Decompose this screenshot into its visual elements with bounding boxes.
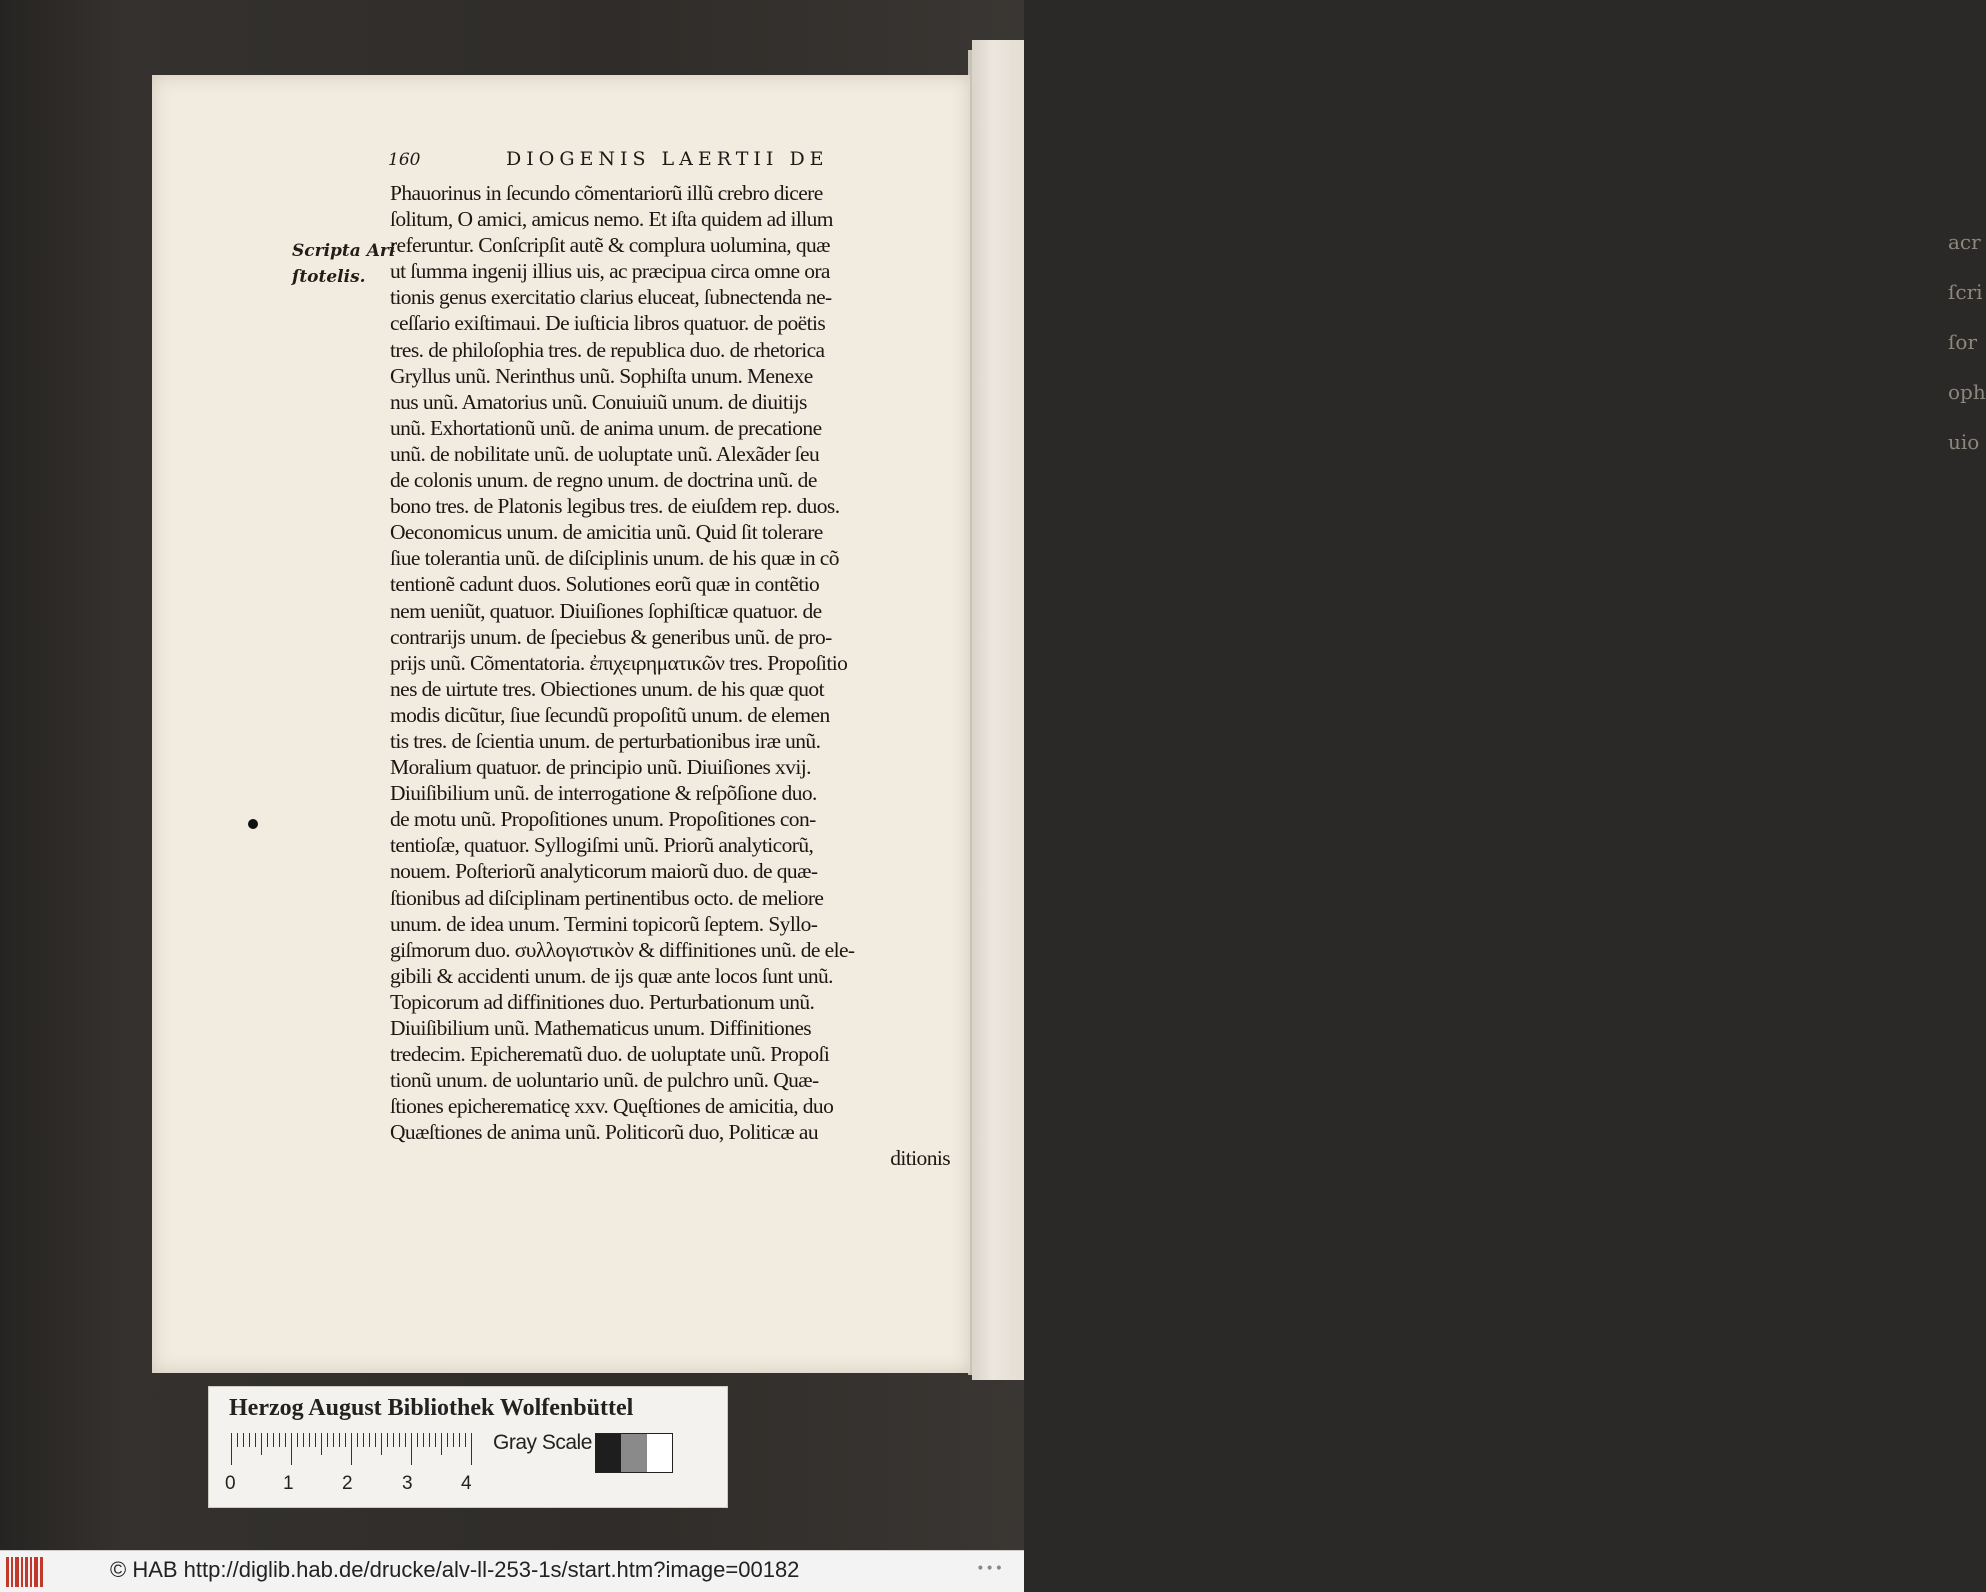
barcode-bar bbox=[40, 1557, 43, 1587]
text-line: prijs unũ. Cõmentatoria. ἐπιχειρηματικῶν tres. Propoſitio bbox=[390, 650, 848, 675]
ruler-number: 0 bbox=[225, 1473, 236, 1494]
ruler-ticks bbox=[231, 1433, 476, 1465]
barcode-bar bbox=[6, 1557, 9, 1587]
ruler-tick bbox=[297, 1433, 298, 1447]
barcode-bar bbox=[25, 1557, 28, 1587]
ruler-tick bbox=[249, 1433, 250, 1447]
ruler-tick bbox=[381, 1433, 382, 1455]
ruler-tick bbox=[273, 1433, 274, 1447]
text-line: tentionẽ cadunt duos. Solutiones eorũ quæ in contẽtio bbox=[390, 572, 820, 597]
ruler-tick bbox=[471, 1433, 472, 1465]
text-line: Diuiſibilium unũ. de interrogatione & reſpõſione duo. bbox=[390, 781, 817, 806]
text-line: ſolitum, O amici, amicus nemo. Et iſta quidem ad illum bbox=[390, 207, 833, 232]
ruler-tick bbox=[453, 1433, 454, 1447]
running-head-title: DIOGENIS LAERTII DE bbox=[506, 148, 829, 170]
ruler-tick bbox=[423, 1433, 424, 1447]
text-line: Oeconomicus unum. de amicitia unũ. Quid ſit tolerare bbox=[390, 520, 823, 545]
text-line: unũ. Exhortationũ unũ. de anima unum. de precatione bbox=[390, 415, 822, 440]
ruler-number: 3 bbox=[402, 1473, 413, 1494]
ruler-tick bbox=[459, 1433, 460, 1447]
ruler-tick bbox=[231, 1433, 232, 1465]
copyright-url[interactable]: © HAB http://diglib.hab.de/drucke/alv-ll-253-1s/start.htm?image=00182 bbox=[110, 1557, 800, 1582]
ruler-tick bbox=[333, 1433, 334, 1447]
ruler-tick bbox=[435, 1433, 436, 1447]
body-text bbox=[390, 180, 950, 1172]
ruler-tick bbox=[375, 1433, 376, 1447]
ruler-tick bbox=[417, 1433, 418, 1447]
barcode-bar bbox=[21, 1557, 23, 1587]
barcode-bar bbox=[34, 1557, 38, 1587]
ruler-tick bbox=[465, 1433, 466, 1447]
ruler-tick bbox=[237, 1433, 238, 1447]
ruler-tick bbox=[393, 1433, 394, 1447]
text-line: ceſſario exiſtimaui. De iuſticia libros quatuor. de poëtis bbox=[390, 311, 826, 336]
text-line: tres. de philoſophia tres. de republica duo. de rhetorica bbox=[390, 337, 825, 362]
text-line: Phauorinus in ſecundo cõmentariorũ illũ crebro dicere bbox=[390, 181, 823, 205]
library-name: Herzog August Bibliothek Wolfenbüttel bbox=[229, 1395, 634, 1421]
ruler-tick bbox=[441, 1433, 442, 1455]
ruler-tick bbox=[243, 1433, 244, 1447]
text-line: nem ueniũt, quatuor. Diuiſiones ſophiſticæ quatuor. de bbox=[390, 598, 822, 623]
gray-scale-label: Gray Scale bbox=[493, 1431, 592, 1454]
text-line: bono tres. de Platonis legibus tres. de eiuſdem rep. duos. bbox=[390, 494, 840, 519]
viewer-footer bbox=[0, 1550, 1024, 1592]
ruler-tick bbox=[285, 1433, 286, 1447]
marginal-note bbox=[292, 238, 395, 290]
text-line: unum. de idea unum. Termini topicorũ ſeptem. Syllo- bbox=[390, 911, 818, 936]
gray-scale-swatches bbox=[595, 1433, 673, 1473]
ruler-tick bbox=[267, 1433, 268, 1447]
text-line: referuntur. Conſcripſit autẽ & complura uolumina, quæ bbox=[390, 233, 830, 258]
text-line: nes de uirtute tres. Obiectiones unum. de his quæ quot bbox=[390, 676, 824, 701]
gray-swatch bbox=[596, 1434, 621, 1472]
text-line: nus unũ. Amatorius unũ. Conuiuiũ unum. de diuitijs bbox=[390, 389, 807, 414]
text-line: de motu unũ. Propoſitiones unum. Propoſitiones con- bbox=[390, 807, 816, 832]
running-header bbox=[388, 148, 948, 170]
text-line: gibili & accidenti unum. de ijs quæ ante locos ſunt unũ. bbox=[390, 963, 833, 988]
text-line: ſiue tolerantia unũ. de diſciplinis unum. de his quæ in cõ bbox=[390, 546, 839, 571]
text-line: giſmorum duo. συλλογιστικὸν & diffinitiones unũ. de ele- bbox=[390, 937, 855, 962]
ruler-tick bbox=[315, 1433, 316, 1447]
barcode-bar bbox=[15, 1557, 19, 1587]
barcode-icon bbox=[6, 1557, 46, 1587]
text-line: tentioſæ, quatuor. Syllogiſmi unũ. Priorũ analyticorũ, bbox=[390, 833, 814, 858]
ruler-tick bbox=[321, 1433, 322, 1455]
ruler-tick bbox=[429, 1433, 430, 1447]
text-line: ut ſumma ingenij illius uis, ac præcipua circa omne ora bbox=[390, 259, 830, 284]
text-line: unũ. de nobilitate unũ. de uoluptate unũ. Alexãder ſeu bbox=[390, 441, 820, 466]
color-calibration-card bbox=[208, 1386, 728, 1508]
catchword: ditionis bbox=[890, 1146, 950, 1171]
ruler-tick bbox=[255, 1433, 256, 1447]
more-dots-icon[interactable]: ••• bbox=[976, 1561, 1004, 1577]
facing-page-edge: acr ſcri ſor oph uio bbox=[972, 40, 1024, 1380]
page-number: 160 bbox=[388, 150, 421, 170]
ruler-tick bbox=[363, 1433, 364, 1447]
ruler-tick bbox=[291, 1433, 292, 1465]
barcode-bar bbox=[11, 1557, 13, 1587]
ruler-tick bbox=[309, 1433, 310, 1447]
text-line: tionũ unum. de uoluntario unũ. de pulchro unũ. Quæ- bbox=[390, 1068, 819, 1093]
ruler-number: 2 bbox=[342, 1473, 353, 1494]
gray-swatch bbox=[621, 1434, 646, 1472]
ruler-tick bbox=[339, 1433, 340, 1447]
text-line: nouem. Poſteriorũ analyticorum maiorũ duo. de quæ- bbox=[390, 859, 818, 884]
ink-dot bbox=[248, 819, 258, 829]
ruler-number: 1 bbox=[283, 1473, 294, 1494]
text-line: Diuiſibilium unũ. Mathematicus unum. Diffinitiones bbox=[390, 1016, 812, 1040]
ruler-tick bbox=[351, 1433, 352, 1465]
text-line: contrarijs unum. de ſpeciebus & generibus unũ. de pro- bbox=[390, 624, 832, 649]
ruler-tick bbox=[327, 1433, 328, 1447]
text-line: Moralium quatuor. de principio unũ. Diuiſiones xvij. bbox=[390, 755, 811, 780]
text-line: Quæſtiones de anima unũ. Politicorũ duo, Politicæ au bbox=[390, 1120, 819, 1145]
ruler-tick bbox=[411, 1433, 412, 1465]
ruler-tick bbox=[357, 1433, 358, 1447]
text-line: tredecim. Epicherematũ duo. de uoluptate unũ. Propoſi bbox=[390, 1042, 830, 1067]
text-line: tis tres. de ſcientia unum. de perturbationibus iræ unũ. bbox=[390, 728, 821, 753]
text-line: ſtiones epicherematicę xxv. Quęſtiones de amicitia, duo bbox=[390, 1094, 834, 1119]
text-line: Topicorum ad diffinitiones duo. Perturbationum unũ. bbox=[390, 989, 815, 1014]
ruler-tick bbox=[387, 1433, 388, 1447]
ruler-tick bbox=[345, 1433, 346, 1447]
text-line: tionis genus exercitatio clarius eluceat, ſubnectenda ne- bbox=[390, 285, 832, 310]
ruler-tick bbox=[447, 1433, 448, 1447]
marginal-note-line: ſtotelis. bbox=[292, 267, 366, 287]
text-line: modis dicũtur, ſiue ſecundũ propoſitũ unum. de elemen bbox=[390, 702, 830, 727]
ruler-number: 4 bbox=[461, 1473, 472, 1494]
barcode-bar bbox=[30, 1557, 32, 1587]
text-line: ſtionibus ad diſciplinam pertinentibus octo. de meliore bbox=[390, 885, 824, 910]
text-line: de colonis unum. de regno unum. de doctrina unũ. de bbox=[390, 468, 817, 493]
ruler-tick bbox=[405, 1433, 406, 1447]
ruler-tick bbox=[399, 1433, 400, 1447]
ruler-tick bbox=[279, 1433, 280, 1447]
ruler-tick bbox=[369, 1433, 370, 1447]
ruler-tick bbox=[303, 1433, 304, 1447]
ruler-tick bbox=[261, 1433, 262, 1455]
text-line: Gryllus unũ. Nerinthus unũ. Sophiſta unum. Menexe bbox=[390, 363, 813, 388]
gray-swatch bbox=[647, 1434, 672, 1472]
marginal-note-line: Scripta Ari bbox=[292, 241, 396, 261]
